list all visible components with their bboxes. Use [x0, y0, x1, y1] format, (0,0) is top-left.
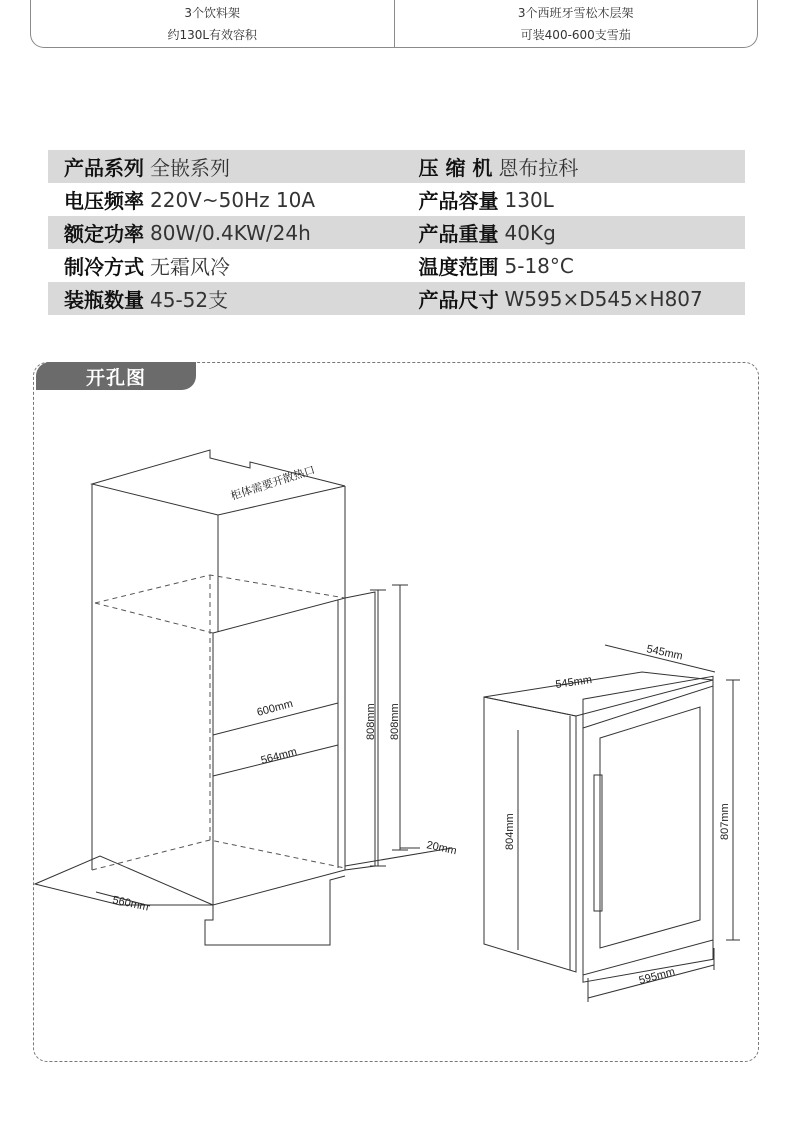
dim-depth: 560mm: [111, 894, 150, 914]
vent-note: 柜体需要开散热口: [229, 464, 317, 503]
unit-glass: [600, 707, 700, 948]
dim-cabinet-width: 600mm: [255, 697, 295, 719]
spec-label: 产品系列: [64, 156, 144, 180]
spec-label: 装瓶数量: [64, 288, 144, 312]
dim-gap: 20mm: [425, 839, 458, 858]
niche-interior-bottom: [92, 840, 345, 870]
dim-unit-depth-side: 545mm: [554, 673, 593, 691]
spec-value: 5-18°C: [504, 253, 574, 278]
spec-label: 温度范围: [418, 255, 499, 279]
cabinet-top-face: [92, 450, 345, 515]
spec-label: 压 缩 机: [418, 156, 493, 180]
unit-top: [484, 672, 713, 716]
dim-unit-height: 807mm: [719, 803, 731, 840]
dim-unit-width: 595mm: [637, 965, 677, 987]
spec-label: 额定功率: [64, 222, 144, 246]
spec-value: 130L: [504, 187, 554, 212]
capacity-left-line2: 约130L有效容积: [167, 27, 258, 42]
spec-label: 制冷方式: [64, 255, 144, 279]
dim-cabinet-height-2: 808mm: [389, 703, 401, 740]
spec-value: 无霜风冷: [150, 255, 230, 279]
niche-interior-top: [95, 575, 345, 603]
capacity-right-line2: 可装400-600支雪茄: [520, 27, 631, 42]
spec-value: W595×D545×H807: [504, 286, 703, 311]
spec-value: 80W/0.4KW/24h: [150, 220, 311, 245]
spec-label: 产品尺寸: [418, 288, 499, 312]
spec-label: 产品容量: [418, 189, 499, 213]
cutout-panel-title: 开孔图: [36, 362, 196, 390]
capacity-right-line1: 3个西班牙雪松木层架: [517, 5, 634, 20]
dim-unit-depth-top: 545mm: [645, 643, 684, 663]
unit-handle: [594, 775, 602, 911]
spec-value: 恩布拉科: [498, 156, 579, 180]
spec-value: 全嵌系列: [150, 156, 230, 180]
dim-cabinet-height-1: 808mm: [365, 703, 377, 740]
dim-inner-width: 564mm: [259, 745, 299, 767]
capacity-left-line1: 3个饮料架: [184, 5, 241, 20]
spec-value: 40Kg: [504, 220, 556, 245]
spec-label: 产品重量: [418, 222, 499, 246]
unit-side: [484, 697, 576, 972]
spec-value: 45-52支: [150, 288, 229, 312]
dim-unit-side-height: 804mm: [504, 813, 516, 850]
cabinet-base: [205, 876, 345, 945]
spec-label: 电压频率: [64, 189, 144, 213]
spec-value: 220V~50Hz 10A: [150, 187, 316, 212]
